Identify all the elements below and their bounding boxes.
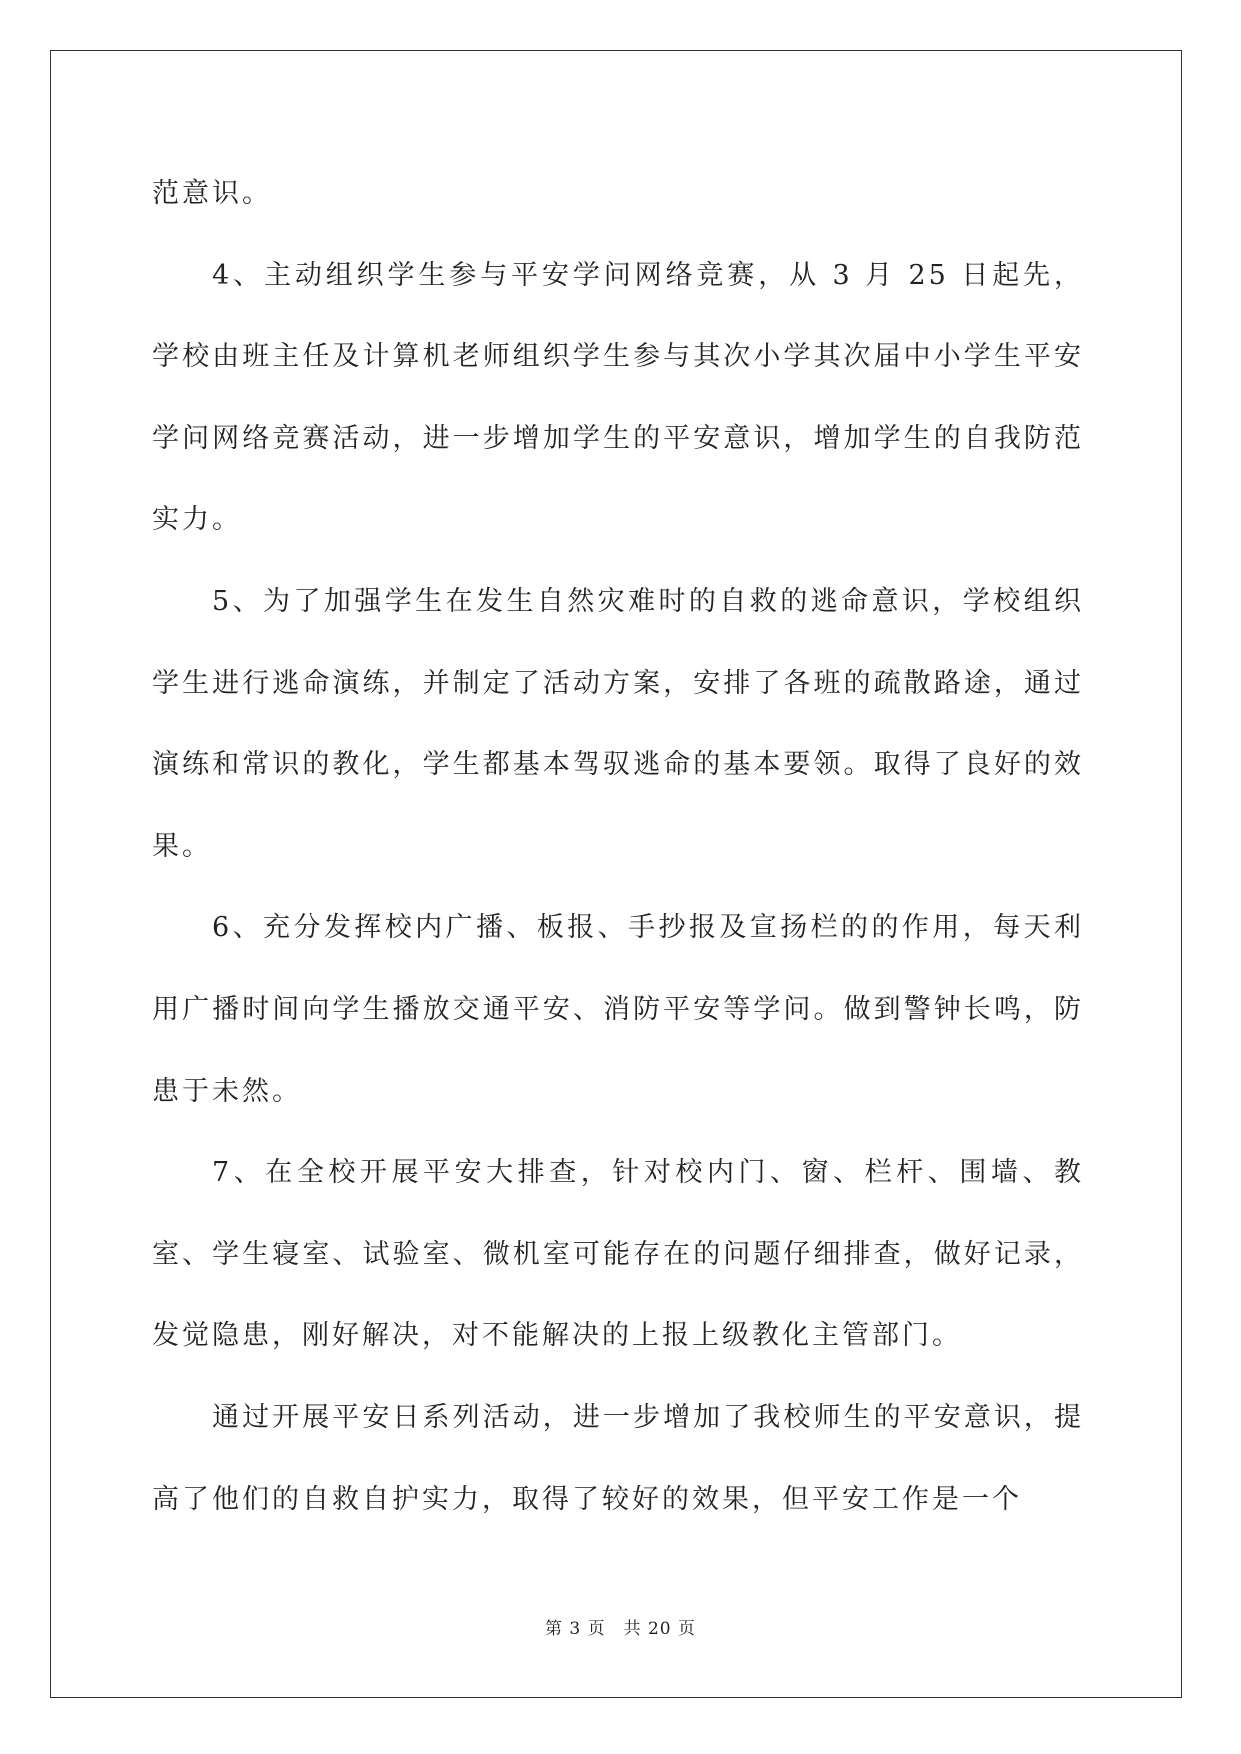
paragraph-item-5: 5、为了加强学生在发生自然灾难时的自救的逃命意识，学校组织学生进行逃命演练，并制定了活动方案，安排了各班的疏散路途，通过演练和常识的教化，学生都基本驾驭逃命的基本要领。取得了良好的效果。 (152, 585, 1084, 862)
page-number-footer: 第 3 页 共 20 页 (544, 1619, 697, 1639)
document-body (152, 153, 1084, 1540)
paragraph-summary: 通过开展平安日系列活动，进一步增加了我校师生的平安意识，提高了他们的自救自护实力，取得了较好的效果，但平安工作是一个 (152, 1401, 1084, 1515)
paragraph-item-7: 7、在全校开展平安大排查，针对校内门、窗、栏杆、围墙、教室、学生寝室、试验室、微机室可能存在的问题仔细排查，做好记录，发觉隐患，刚好解决，对不能解决的上报上级教化主管部门。 (152, 1157, 1084, 1352)
paragraph-item-4: 4、主动组织学生参与平安学问网络竞赛，从 3 月 25 日起先，学校由班主任及计算机老师组织学生参与其次小学其次届中小学生平安学问网络竞赛活动，进一步增加学生的平安意识，增加学生的自我防范实力。 (152, 259, 1084, 536)
paragraph-item-6: 6、充分发挥校内广播、板报、手抄报及宣扬栏的的作用，每天利用广播时间向学生播放交通平安、消防平安等学问。做到警钟长鸣，防患于未然。 (152, 912, 1084, 1107)
paragraph-continuation: 范意识。 (152, 178, 272, 209)
